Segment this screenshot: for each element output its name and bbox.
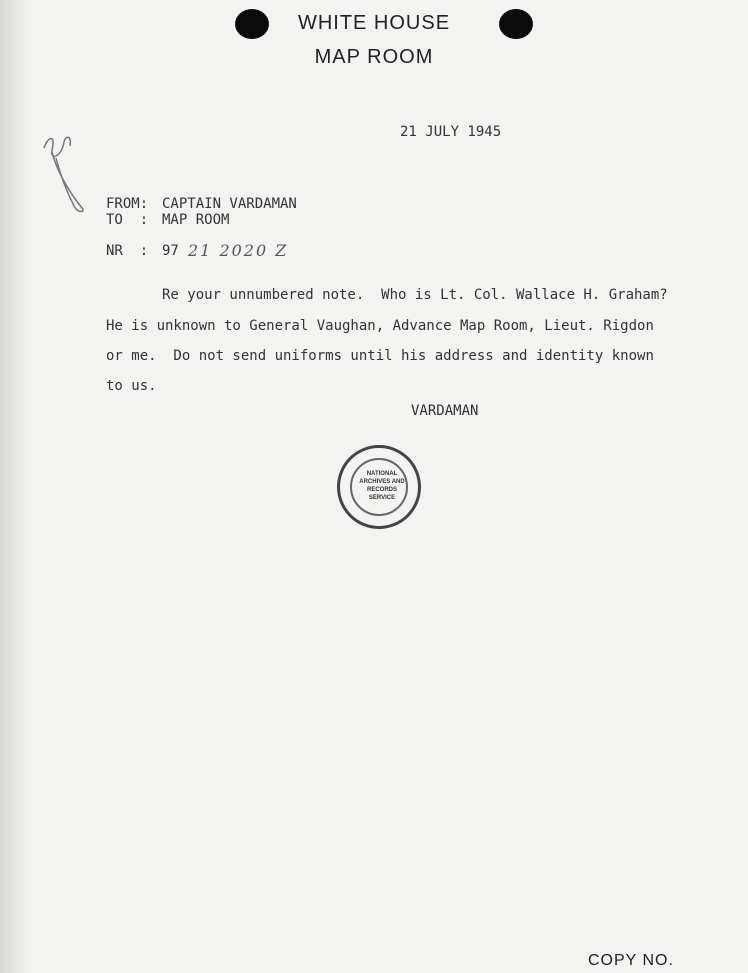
number-value: 97 — [162, 243, 179, 259]
archives-stamp-seal — [337, 445, 421, 529]
from-label: FROM: — [106, 196, 149, 212]
stamp-text-line-2: ARCHIVES AND — [359, 479, 405, 485]
signature-name: VARDAMAN — [411, 403, 479, 419]
from-value: CAPTAIN VARDAMAN — [162, 196, 297, 212]
copy-number-label: COPY NO. — [588, 952, 674, 969]
message-date: 21 JULY 1945 — [400, 124, 502, 140]
to-value: MAP ROOM — [162, 212, 230, 228]
letterhead-line-2: MAP ROOM — [314, 46, 434, 68]
stamp-text-line-3: RECORDS — [366, 487, 397, 493]
to-label: TO : — [106, 212, 149, 228]
page-edge-shadow — [0, 0, 28, 973]
handwritten-initials-mark — [34, 128, 94, 218]
message-body-line-3: or me. Do not send uniforms until his address and identity known — [106, 348, 654, 364]
message-body-line-4: to us. — [106, 378, 157, 394]
number-label: NR : — [106, 243, 149, 259]
stamp-text-line-1: NATIONAL — [366, 471, 398, 477]
stamp-text-line-4: SERVICE — [368, 495, 396, 501]
handwritten-time-group: 21 2020 Z — [188, 241, 289, 260]
message-body-line-1: Re your unnumbered note. Who is Lt. Col. Wallace H. Graham? — [162, 287, 668, 303]
letterhead-line-1: WHITE HOUSE — [297, 12, 451, 34]
message-body-line-2: He is unknown to General Vaughan, Advance Map Room, Lieut. Rigdon — [106, 318, 654, 334]
